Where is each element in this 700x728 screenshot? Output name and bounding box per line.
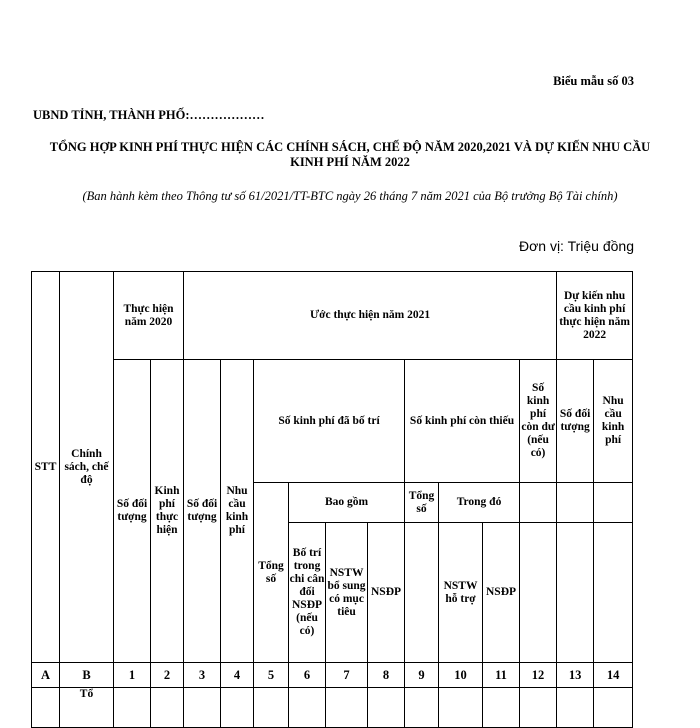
column-code: A — [32, 663, 60, 688]
data-cell — [483, 688, 520, 728]
column-code: B — [60, 663, 114, 688]
empty-cell — [520, 483, 557, 523]
header-2022-beneficiaries: Số đối tượng — [557, 360, 594, 483]
data-cell — [221, 688, 254, 728]
header-policy: Chính sách, chế độ — [60, 272, 114, 663]
header-2022-need-funds: Nhu cầu kinh phí — [594, 360, 633, 483]
column-code: 2 — [151, 663, 184, 688]
data-cell — [594, 688, 633, 728]
column-code: 4 — [221, 663, 254, 688]
header-central-targeted: NSTW bổ sung có mục tiêu — [326, 523, 368, 663]
document-title: TỔNG HỢP KINH PHÍ THỰC HIỆN CÁC CHÍNH SÁCH, CHẾ ĐỘ NĂM 2020,2021 VÀ DỰ KIẾN NHU CẦU KINH PHÍ NĂM 2022 — [49, 140, 651, 169]
budget-table — [31, 271, 633, 728]
column-code: 1 — [114, 663, 151, 688]
column-code: 11 — [483, 663, 520, 688]
data-cell — [289, 688, 326, 728]
header-2021-need-funds: Nhu cầu kinh phí — [221, 360, 254, 663]
column-code: 7 — [326, 663, 368, 688]
document-subtitle: (Ban hành kèm theo Thông tư số 61/2021/TT-BTC ngày 26 tháng 7 năm 2021 của Bộ trưởng Bộ Tài chính) — [82, 189, 618, 203]
data-cell — [557, 688, 594, 728]
column-code: 3 — [184, 663, 221, 688]
header-including: Bao gồm — [289, 483, 405, 523]
data-cell — [326, 688, 368, 728]
data-cell — [368, 688, 405, 728]
empty-cell — [405, 523, 439, 663]
column-code: 5 — [254, 663, 289, 688]
column-code: 14 — [594, 663, 633, 688]
column-code: 13 — [557, 663, 594, 688]
header-local-alloc: Bố trí trong chi cân đối NSĐP (nếu có) — [289, 523, 326, 663]
row-label-partial: Tổ — [60, 688, 114, 728]
header-surplus: Số kinh phí còn dư (nếu có) — [520, 360, 557, 483]
agency-line: UBND TỈNH, THÀNH PHỐ:……………… — [33, 108, 265, 122]
header-forecast-2022: Dự kiến nhu cầu kinh phí thực hiện năm 2022 — [557, 272, 633, 360]
header-2020-beneficiaries: Số đối tượng — [114, 360, 151, 663]
header-allocated-total: Tổng số — [254, 483, 289, 663]
header-2020-exec-funds: Kinh phí thực hiện — [151, 360, 184, 663]
column-code: 12 — [520, 663, 557, 688]
header-shortfall-total: Tổng số — [405, 483, 439, 523]
empty-cell — [557, 523, 594, 663]
header-stt: STT — [32, 272, 60, 663]
form-number: Biểu mẫu số 03 — [553, 74, 634, 88]
data-cell — [114, 688, 151, 728]
header-nsdp-allocated: NSĐP — [368, 523, 405, 663]
column-code: 10 — [439, 663, 483, 688]
column-code: 9 — [405, 663, 439, 688]
header-nsdp-shortfall: NSĐP — [483, 523, 520, 663]
data-cell — [520, 688, 557, 728]
empty-cell — [520, 523, 557, 663]
empty-cell — [594, 483, 633, 523]
header-allocated: Số kinh phí đã bố trí — [254, 360, 405, 483]
header-central-support: NSTW hỗ trợ — [439, 523, 483, 663]
data-cell — [184, 688, 221, 728]
data-cell — [439, 688, 483, 728]
column-code: 8 — [368, 663, 405, 688]
column-code: 6 — [289, 663, 326, 688]
unit-label: Đơn vị: Triệu đồng — [518, 238, 634, 254]
header-2021-beneficiaries: Số đối tượng — [184, 360, 221, 663]
data-cell — [151, 688, 184, 728]
empty-cell — [594, 523, 633, 663]
empty-cell — [557, 483, 594, 523]
column-code-row — [32, 663, 633, 688]
header-actual-2020: Thực hiện năm 2020 — [114, 272, 184, 360]
header-shortfall: Số kinh phí còn thiếu — [405, 360, 520, 483]
data-cell — [32, 688, 60, 728]
data-cell — [254, 688, 289, 728]
header-estimate-2021: Ước thực hiện năm 2021 — [184, 272, 557, 360]
data-cell — [405, 688, 439, 728]
table-row — [32, 688, 633, 728]
header-of-which: Trong đó — [439, 483, 520, 523]
